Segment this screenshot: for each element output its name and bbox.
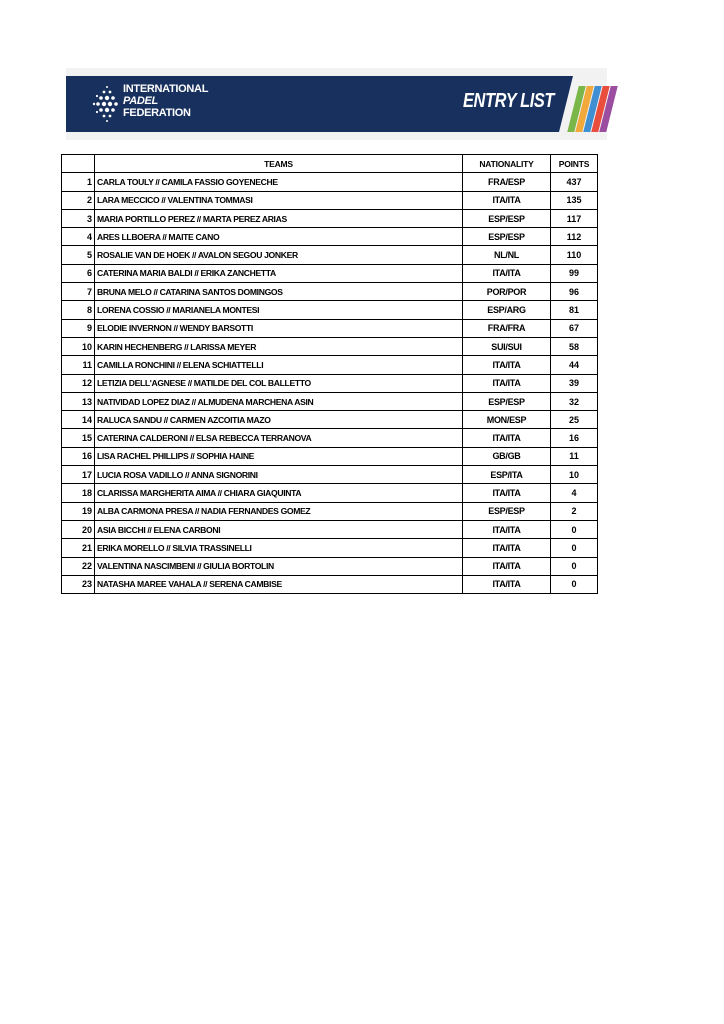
column-header-number — [62, 155, 95, 173]
points-cell: 135 — [551, 191, 598, 209]
row-number: 21 — [62, 539, 95, 557]
team-cell: LUCIA ROSA VADILLO // ANNA SIGNORINI — [95, 466, 463, 484]
points-cell: 99 — [551, 264, 598, 282]
team-cell: CATERINA MARIA BALDI // ERIKA ZANCHETTA — [95, 264, 463, 282]
points-cell: 32 — [551, 392, 598, 410]
row-number: 16 — [62, 447, 95, 465]
row-number: 15 — [62, 429, 95, 447]
row-number: 13 — [62, 392, 95, 410]
row-number: 3 — [62, 209, 95, 227]
team-cell: LISA RACHEL PHILLIPS // SOPHIA HAINE — [95, 447, 463, 465]
nationality-cell: ITA/ITA — [463, 264, 551, 282]
row-number: 5 — [62, 246, 95, 264]
column-header-points: POINTS — [551, 155, 598, 173]
team-cell: ASIA BICCHI // ELENA CARBONI — [95, 520, 463, 538]
table-row — [62, 374, 598, 392]
table-row — [62, 447, 598, 465]
table-row — [62, 191, 598, 209]
nationality-cell: ESP/ESP — [463, 502, 551, 520]
points-cell: 0 — [551, 520, 598, 538]
padel-ball-logo-icon — [90, 82, 122, 126]
points-cell: 25 — [551, 411, 598, 429]
table-row — [62, 356, 598, 374]
row-number: 9 — [62, 319, 95, 337]
team-cell: VALENTINA NASCIMBENI // GIULIA BORTOLIN — [95, 557, 463, 575]
points-cell: 0 — [551, 557, 598, 575]
table-row — [62, 209, 598, 227]
row-number: 7 — [62, 283, 95, 301]
header-banner — [66, 68, 607, 140]
row-number: 14 — [62, 411, 95, 429]
points-cell: 0 — [551, 575, 598, 593]
row-number: 23 — [62, 575, 95, 593]
nationality-cell: ITA/ITA — [463, 520, 551, 538]
nationality-cell: ITA/ITA — [463, 429, 551, 447]
row-number: 2 — [62, 191, 95, 209]
color-stripes — [573, 86, 613, 132]
row-number: 17 — [62, 466, 95, 484]
team-cell: NATIVIDAD LOPEZ DIAZ // ALMUDENA MARCHENA ASIN — [95, 392, 463, 410]
nationality-cell: ITA/ITA — [463, 356, 551, 374]
team-cell: LORENA COSSIO // MARIANELA MONTESI — [95, 301, 463, 319]
column-header-nationality: NATIONALITY — [463, 155, 551, 173]
nationality-cell: MON/ESP — [463, 411, 551, 429]
row-number: 10 — [62, 337, 95, 355]
table-row — [62, 411, 598, 429]
table-row — [62, 301, 598, 319]
row-number: 12 — [62, 374, 95, 392]
nationality-cell: FRA/ESP — [463, 173, 551, 191]
row-number: 19 — [62, 502, 95, 520]
table-row — [62, 283, 598, 301]
team-cell: ELODIE INVERNON // WENDY BARSOTTI — [95, 319, 463, 337]
row-number: 20 — [62, 520, 95, 538]
team-cell: ALBA CARMONA PRESA // NADIA FERNANDES GOMEZ — [95, 502, 463, 520]
table-row — [62, 173, 598, 191]
team-cell: ARES LLBOERA // MAITE CANO — [95, 228, 463, 246]
table-row — [62, 502, 598, 520]
table-header-row — [62, 155, 598, 173]
team-cell: LARA MECCICO // VALENTINA TOMMASI — [95, 191, 463, 209]
nationality-cell: ITA/ITA — [463, 191, 551, 209]
points-cell: 0 — [551, 539, 598, 557]
nationality-cell: ITA/ITA — [463, 374, 551, 392]
row-number: 8 — [62, 301, 95, 319]
table-row — [62, 575, 598, 593]
table-row — [62, 246, 598, 264]
table-row — [62, 228, 598, 246]
nationality-cell: ITA/ITA — [463, 575, 551, 593]
nationality-cell: ITA/ITA — [463, 484, 551, 502]
entry-list-table — [61, 154, 598, 594]
nationality-cell: POR/POR — [463, 283, 551, 301]
table-row — [62, 466, 598, 484]
points-cell: 112 — [551, 228, 598, 246]
points-cell: 10 — [551, 466, 598, 484]
nationality-cell: ITA/ITA — [463, 539, 551, 557]
nationality-cell: NL/NL — [463, 246, 551, 264]
org-line-1: INTERNATIONAL — [123, 83, 209, 95]
table-row — [62, 557, 598, 575]
row-number: 6 — [62, 264, 95, 282]
points-cell: 437 — [551, 173, 598, 191]
nationality-cell: ESP/ESP — [463, 209, 551, 227]
table-row — [62, 264, 598, 282]
table-row — [62, 337, 598, 355]
team-cell: ROSALIE VAN DE HOEK // AVALON SEGOU JONKER — [95, 246, 463, 264]
nationality-cell: ESP/ARG — [463, 301, 551, 319]
row-number: 1 — [62, 173, 95, 191]
nationality-cell: ESP/ESP — [463, 392, 551, 410]
row-number: 22 — [62, 557, 95, 575]
nationality-cell: GB/GB — [463, 447, 551, 465]
team-cell: KARIN HECHENBERG // LARISSA MEYER — [95, 337, 463, 355]
table-body — [62, 173, 598, 594]
row-number: 11 — [62, 356, 95, 374]
table-row — [62, 429, 598, 447]
table-row — [62, 392, 598, 410]
points-cell: 67 — [551, 319, 598, 337]
team-cell: ERIKA MORELLO // SILVIA TRASSINELLI — [95, 539, 463, 557]
org-line-2: PADEL — [123, 95, 158, 107]
team-cell: CARLA TOULY // CAMILA FASSIO GOYENECHE — [95, 173, 463, 191]
points-cell: 2 — [551, 502, 598, 520]
nationality-cell: SUI/SUI — [463, 337, 551, 355]
points-cell: 39 — [551, 374, 598, 392]
federation-wordmark — [123, 83, 208, 119]
nationality-cell: ITA/ITA — [463, 557, 551, 575]
table-row — [62, 520, 598, 538]
nationality-cell: ESP/ITA — [463, 466, 551, 484]
team-cell: LETIZIA DELL'AGNESE // MATILDE DEL COL BALLETTO — [95, 374, 463, 392]
points-cell: 11 — [551, 447, 598, 465]
points-cell: 44 — [551, 356, 598, 374]
nationality-cell: ESP/ESP — [463, 228, 551, 246]
team-cell: NATASHA MAREE VAHALA // SERENA CAMBISE — [95, 575, 463, 593]
team-cell: CLARISSA MARGHERITA AIMA // CHIARA GIAQUINTA — [95, 484, 463, 502]
team-cell: CATERINA CALDERONI // ELSA REBECCA TERRANOVA — [95, 429, 463, 447]
table-row — [62, 319, 598, 337]
points-cell: 81 — [551, 301, 598, 319]
nationality-cell: FRA/FRA — [463, 319, 551, 337]
row-number: 18 — [62, 484, 95, 502]
points-cell: 16 — [551, 429, 598, 447]
team-cell: RALUCA SANDU // CARMEN AZCOITIA MAZO — [95, 411, 463, 429]
team-cell: BRUNA MELO // CATARINA SANTOS DOMINGOS — [95, 283, 463, 301]
points-cell: 117 — [551, 209, 598, 227]
page-title: ENTRY LIST — [463, 90, 554, 112]
team-cell: MARIA PORTILLO PEREZ // MARTA PEREZ ARIAS — [95, 209, 463, 227]
column-header-teams: TEAMS — [95, 155, 463, 173]
points-cell: 110 — [551, 246, 598, 264]
table-row — [62, 484, 598, 502]
points-cell: 58 — [551, 337, 598, 355]
team-cell: CAMILLA RONCHINI // ELENA SCHIATTELLI — [95, 356, 463, 374]
row-number: 4 — [62, 228, 95, 246]
org-line-3: FEDERATION — [123, 107, 191, 119]
points-cell: 96 — [551, 283, 598, 301]
table-row — [62, 539, 598, 557]
points-cell: 4 — [551, 484, 598, 502]
